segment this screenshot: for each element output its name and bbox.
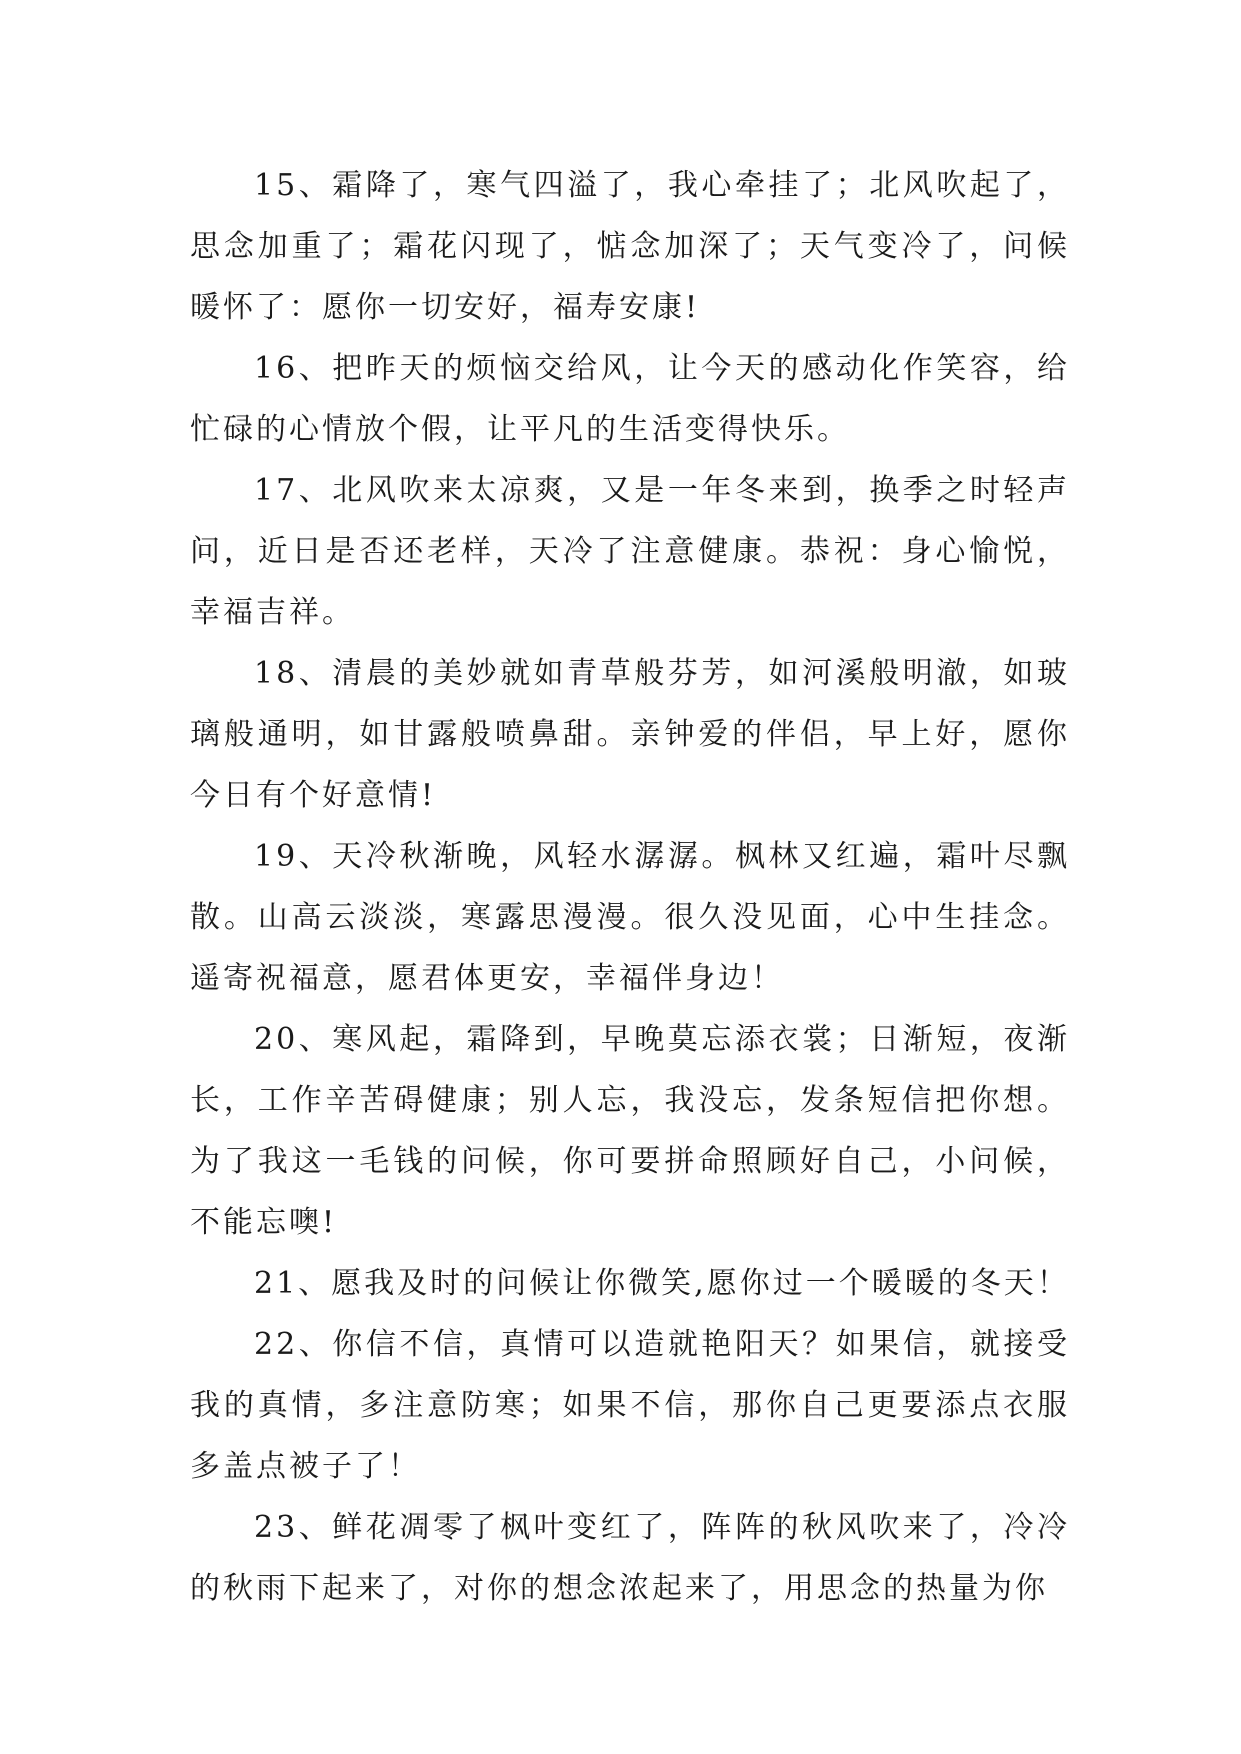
paragraph-20: 20、寒风起，霜降到，早晚莫忘添衣裳；日渐短，夜渐长，工作辛苦碍健康；别人忘，我没忘，发条短信把你想。为了我这一毛钱的问候，你可要拼命照顾好自己，小问候，不能忘噢! <box>190 1022 1070 1240</box>
paragraph-18: 18、清晨的美妙就如青草般芬芳，如河溪般明澈，如玻璃般通明，如甘露般喷鼻甜。亲钟爱的伴侣，早上好，愿你今日有个好意情! <box>190 656 1070 813</box>
paragraph-15: 15、霜降了，寒气四溢了，我心牵挂了；北风吹起了，思念加重了；霜花闪现了，惦念加深了；天气变冷了，问候暖怀了：愿你一切安好，福寿安康! <box>190 168 1070 325</box>
document-page <box>190 155 1070 1619</box>
paragraph-17: 17、北风吹来太凉爽，又是一年冬来到，换季之时轻声问，近日是否还老样，天冷了注意健康。恭祝：身心愉悦，幸福吉祥。 <box>190 473 1070 630</box>
paragraph-21: 21、愿我及时的问候让你微笑,愿你过一个暖暖的冬天！ <box>254 1266 1070 1301</box>
paragraph-16: 16、把昨天的烦恼交给风，让今天的感动化作笑容，给忙碌的心情放个假，让平凡的生活变得快乐。 <box>190 351 1070 447</box>
paragraph-23: 23、鲜花凋零了枫叶变红了，阵阵的秋风吹来了，冷冷的秋雨下起来了，对你的想念浓起来了，用思念的热量为你 <box>190 1510 1070 1606</box>
paragraph-22: 22、你信不信，真情可以造就艳阳天？如果信，就接受我的真情，多注意防寒；如果不信，那你自己更要添点衣服多盖点被子了！ <box>190 1327 1070 1484</box>
paragraph-19: 19、天冷秋渐晚，风轻水潺潺。枫林又红遍，霜叶尽飘散。山高云淡淡，寒露思漫漫。很久没见面，心中生挂念。遥寄祝福意，愿君体更安，幸福伴身边！ <box>190 839 1070 996</box>
